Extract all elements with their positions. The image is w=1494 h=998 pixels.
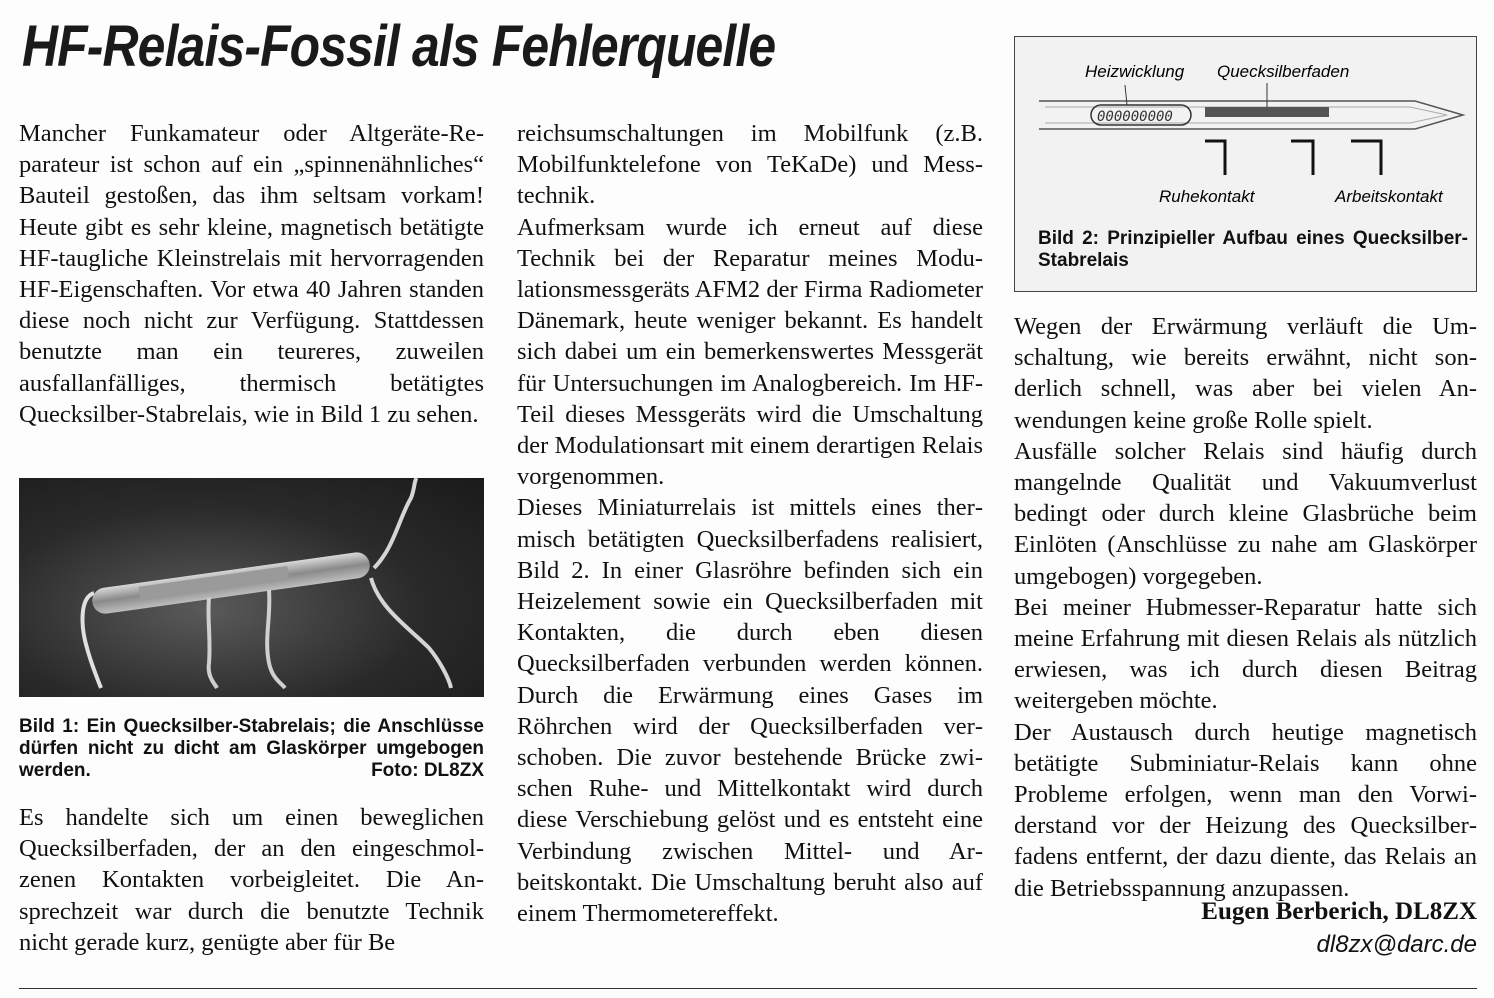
figure-2-caption: Bild 2: Prinzipieller Aufbau eines Quecksilber-Stabrelais: [1038, 228, 1468, 271]
mercury-thread: [1205, 107, 1329, 117]
column-1: [19, 118, 484, 430]
article-title: HF-Relais-Fossil als Fehlerquelle: [22, 14, 776, 79]
label-heater: Heizwicklung: [1085, 62, 1185, 81]
column-2: [517, 118, 983, 929]
column-3: [1014, 311, 1477, 904]
paragraph: Bei meiner Hubmesser-Reparatur hatte sich meine Erfahrung mit diesen Relais als nützlich erwiesen, was ich durch diesen Beitrag weitergeben möchte.: [1014, 593, 1477, 715]
author-name: Eugen Berberich, DL8ZX: [1201, 898, 1477, 925]
bottom-rule: [19, 988, 1477, 989]
figure-1-caption: [19, 716, 484, 782]
column-1-continued: [19, 802, 484, 958]
work-contact: [1351, 141, 1381, 175]
rest-contact: [1205, 141, 1225, 175]
relay-photo-drawing: [19, 478, 484, 697]
heater-pointer: [1125, 85, 1127, 105]
label-mercury: Quecksilberfaden: [1217, 62, 1350, 81]
paragraph: Der Austausch durch heutige magnetisch betätigte Subminiatur-Relais kann ohne Probleme erfolgen, wenn man den Vorwiderstand vor der Heizung des Quecksilberfadens entfernt, der dazu diente, das Relais an die Betriebsspannung anzupassen.: [1014, 718, 1477, 902]
label-rest: Ruhekontakt: [1159, 187, 1255, 206]
photo-credit: Foto: DL8ZX: [371, 760, 484, 781]
paragraph: Mancher Funkamateur oder Altgeräte-Reparateur ist schon auf ein „spinnenähnliches“ Bauteil gestoßen, das ihm seltsam vorkam! Heute gibt es sehr kleine, magnetisch betätigte HF-taugliche Kleinstrelais mit hervorragenden HF-Eigenschaften. Vor etwa 40 Jahren standen diese noch nicht zur Verfügung. Stattdessen benutzte man ein teureres, zuweilen ausfallanfälliges, thermisch betätigtes Quecksilber-Stabrelais, wie in Bild 1 zu sehen.: [19, 120, 484, 428]
paragraph: Aufmerksam wurde ich erneut auf diese Technik bei der Reparatur meines Modulationsmessgeräts AFM2 der Firma Radiometer Dänemark, heute weniger bekannt. Es handelt sich dabei um ein bemerkenswertes Messgerät für Untersuchungen im Analogbereich. Im HF-Teil dieses Messgeräts wird die Umschaltung der Modulationsart mit einem derartigen Relais vorgenommen.: [517, 213, 983, 491]
paragraph: Dieses Miniaturrelais ist mittels eines thermisch betätigten Quecksilberfadens realisiert, Bild 2. In einer Glasröhre befinden sich ein Heizelement sowie ein Quecksilberfaden mit Kontakten, die durch eben diesen Quecksilberfaden verbunden werden können. Durch die Erwärmung eines Gases im Röhrchen wird der Quecksilberfaden verschoben. Die zuvor bestehende Brücke zwischen Ruhe- und Mittelkontakt wird durch diese Verschiebung gelöst und es entsteht eine Verbindung zwischen Mittel- und Arbeitskontakt. Die Umschaltung beruht also auf einem Thermometereffekt.: [517, 494, 983, 928]
relay-photo: [19, 478, 484, 697]
coil-windings: 000000000: [1097, 109, 1173, 125]
paragraph: Wegen der Erwärmung verläuft die Umschaltung, wie bereits erwähnt, nicht sonderlich schnell, was aber bei vielen Anwendungen keine große Rolle spielt.: [1014, 313, 1477, 434]
label-work: Arbeitskontakt: [1335, 187, 1443, 206]
paragraph: Ausfälle solcher Relais sind häufig durch mangelnde Qualität und Vakuumverlust bedingt oder durch kleine Glasbrüche beim Einlöten (Anschlüsse zu nahe am Glaskörper umgebogen) vorgegeben.: [1014, 437, 1477, 590]
paragraph: reichsumschaltungen im Mobilfunk (z.B. Mobilfunktelefone von TeKaDe) und Messtechnik.: [517, 120, 983, 210]
author-email[interactable]: dl8zx@darc.de: [1316, 931, 1477, 958]
middle-contact: [1291, 141, 1313, 175]
figure-1-caption-text: Bild 1: Ein Quecksilber-Stabrelais; die Anschlüsse dürfen nicht zu dicht am Glaskörper umgebogen werden.: [19, 716, 484, 781]
relay-diagram: [1015, 37, 1476, 227]
paragraph: Es handelte sich um einen beweglichen Quecksilberfaden, der an den eingeschmolzenen Kontakten vorbeigleitet. Die Ansprechzeit war durch die benutzte Technik nicht gerade kurz, genügte aber für Be: [19, 804, 484, 956]
